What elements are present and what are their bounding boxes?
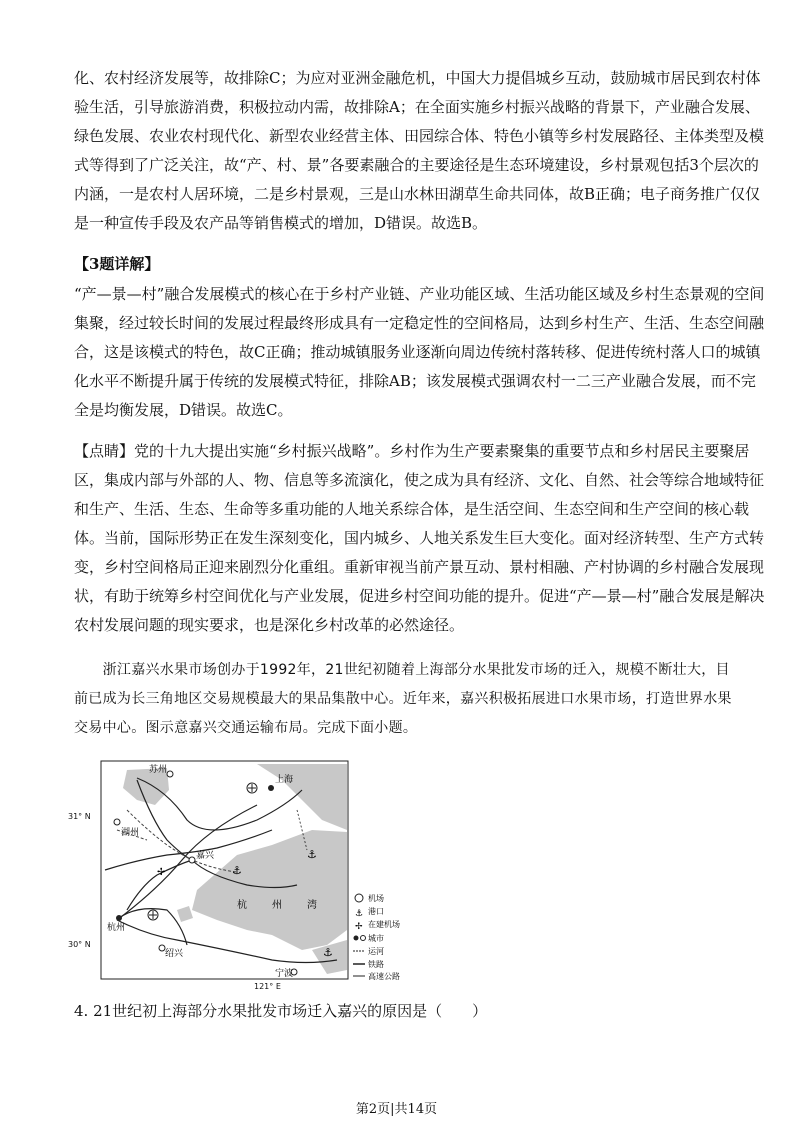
- text-line: 内涵，一是农村人居环境，二是乡村景观，三是山水林田湖草生命共同体，故B正确；电子商务推广仅仅: [74, 185, 761, 203]
- question-4: 4. 21世纪初上海部分水果批发市场迁入嘉兴的原因是（ ）: [74, 1002, 488, 1020]
- latitude-label: 30° N: [68, 940, 91, 949]
- bay-label: 州: [272, 900, 282, 911]
- legend-label: 高速公路: [368, 972, 400, 981]
- text-line: 体。当前，国际形势正在发生深刻变化，国内城乡、人地关系发生巨大变化。面对经济转型、生产方式转: [74, 529, 765, 547]
- svg-text:✢: ✢: [355, 922, 363, 932]
- construction-airport-icon: ✢: [157, 867, 166, 878]
- svg-text:⚓: ⚓: [355, 909, 364, 919]
- city-marker: [189, 857, 195, 863]
- airport-icon: [247, 783, 257, 793]
- paragraph-explanation-3: [74, 280, 765, 425]
- text-line: 前已成为长三角地区交易规模最大的果品集散中心。近年来，嘉兴积极拓展进口水果市场，打造世界水果: [74, 691, 732, 707]
- port-icon: ⚓: [323, 946, 333, 959]
- port-icon: ⚓: [232, 864, 242, 877]
- legend-label: 在建机场: [368, 920, 400, 929]
- airport-icon: [148, 910, 158, 920]
- page-footer: 第2页|共14页: [355, 1102, 438, 1117]
- legend-label: 城市: [368, 934, 384, 943]
- bay-label: 湾: [307, 900, 317, 911]
- text-line: 【点睛】党的十九大提出实施“乡村振兴战略”。乡村作为生产要素聚集的重要节点和乡村居民主要聚居: [74, 442, 750, 460]
- text-line: 浙江嘉兴水果市场创办于1992年，21世纪初随着上海部分水果批发市场的迁入，规模不断壮大，目: [74, 662, 730, 678]
- text-line: 全是均衡发展，D错误。故选C。: [74, 401, 293, 419]
- map-legend: [353, 893, 400, 981]
- city-label: 宁波: [275, 969, 294, 979]
- text-line: 状，有助于统筹乡村空间优化与产业发展，促进乡村空间功能的提升。促进“产—景—村”融合发展是解决: [74, 587, 765, 605]
- section-heading-q3: 【3题详解】: [74, 255, 160, 273]
- city-label: 杭州: [107, 923, 126, 933]
- city-label: 绍兴: [165, 949, 184, 959]
- text-line: 变，乡村空间格局正迎来剧烈分化重组。重新审视当前产景互动、景村相融、产村协调的乡村融合发展现: [74, 558, 765, 576]
- city-marker: [268, 785, 274, 791]
- paragraph-question-intro: [74, 656, 732, 743]
- legend-label: 港口: [368, 907, 384, 916]
- text-line: 化、农村经济发展等，故排除C；为应对亚洲金融危机，中国大力提倡城乡互动，鼓励城市居民到农村体: [74, 69, 761, 87]
- port-icon: ⚓: [307, 848, 317, 861]
- longitude-label: 121° E: [254, 982, 281, 991]
- city-marker: [114, 819, 120, 825]
- text-line: 合，这是该模式的特色，故C正确；推动城镇服务业逐渐向周边传统村落转移、促进传统村落人口的城镇: [74, 343, 761, 361]
- text-line: 交易中心。图示意嘉兴交通运输布局。完成下面小题。: [74, 720, 418, 736]
- latitude-label: 31° N: [68, 812, 91, 821]
- city-label: 湖州: [121, 828, 140, 838]
- text-line: 集聚，经过较长时间的发展过程最终形成具有一定稳定性的空间格局，达到乡村生产、生活、生态空间融: [74, 314, 765, 332]
- jiaxing-transport-map: [97, 760, 417, 982]
- text-line: 绿色发展、农业农村现代化、新型农业经营主体、田园综合体、特色小镇等乡村发展路径、主体类型及模: [74, 127, 765, 145]
- city-label: 苏州: [149, 765, 168, 775]
- paragraph-explanation-2: [74, 64, 765, 238]
- city-label: 上海: [275, 775, 294, 785]
- bay-label: 杭: [237, 900, 247, 911]
- legend-label: 运河: [368, 947, 384, 956]
- text-line: 区，集成内部与外部的人、物、信息等多流演化，使之成为具有经济、文化、自然、社会等综合地域特征: [74, 471, 765, 489]
- text-line: 和生产、生活、生态、生命等多重功能的人地关系综合体，是生活空间、生态空间和生产空间的核心载: [74, 500, 750, 518]
- legend-label: 机场: [368, 894, 384, 903]
- text-line: 是一种宣传手段及农产品等销售模式的增加，D错误。故选B。: [74, 214, 488, 232]
- text-line: “产—景—村”融合发展模式的核心在于乡村产业链、产业功能区域、生活功能区域及乡村生态景观的空间: [74, 285, 765, 303]
- paragraph-tip: [74, 437, 765, 640]
- text-line: 验生活，引导旅游消费，积极拉动内需，故排除A；在全面实施乡村振兴战略的背景下，产业融合发展、: [74, 98, 760, 116]
- legend-label: 铁路: [368, 960, 384, 969]
- text-line: 式等得到了广泛关注，故“产、村、景”各要素融合的主要途径是生态环境建设，乡村景观包括3个层次的: [74, 156, 759, 174]
- city-marker: [167, 771, 173, 777]
- city-marker: [116, 915, 122, 921]
- city-label: 嘉兴: [196, 851, 215, 861]
- text-line: 农村发展问题的现实要求，也是深化乡村改革的必然途径。: [74, 616, 465, 634]
- text-line: 化水平不断提升属于传统的发展模式特征，排除AB；该发展模式强调农村一二三产业融合发展，而不完: [74, 372, 756, 390]
